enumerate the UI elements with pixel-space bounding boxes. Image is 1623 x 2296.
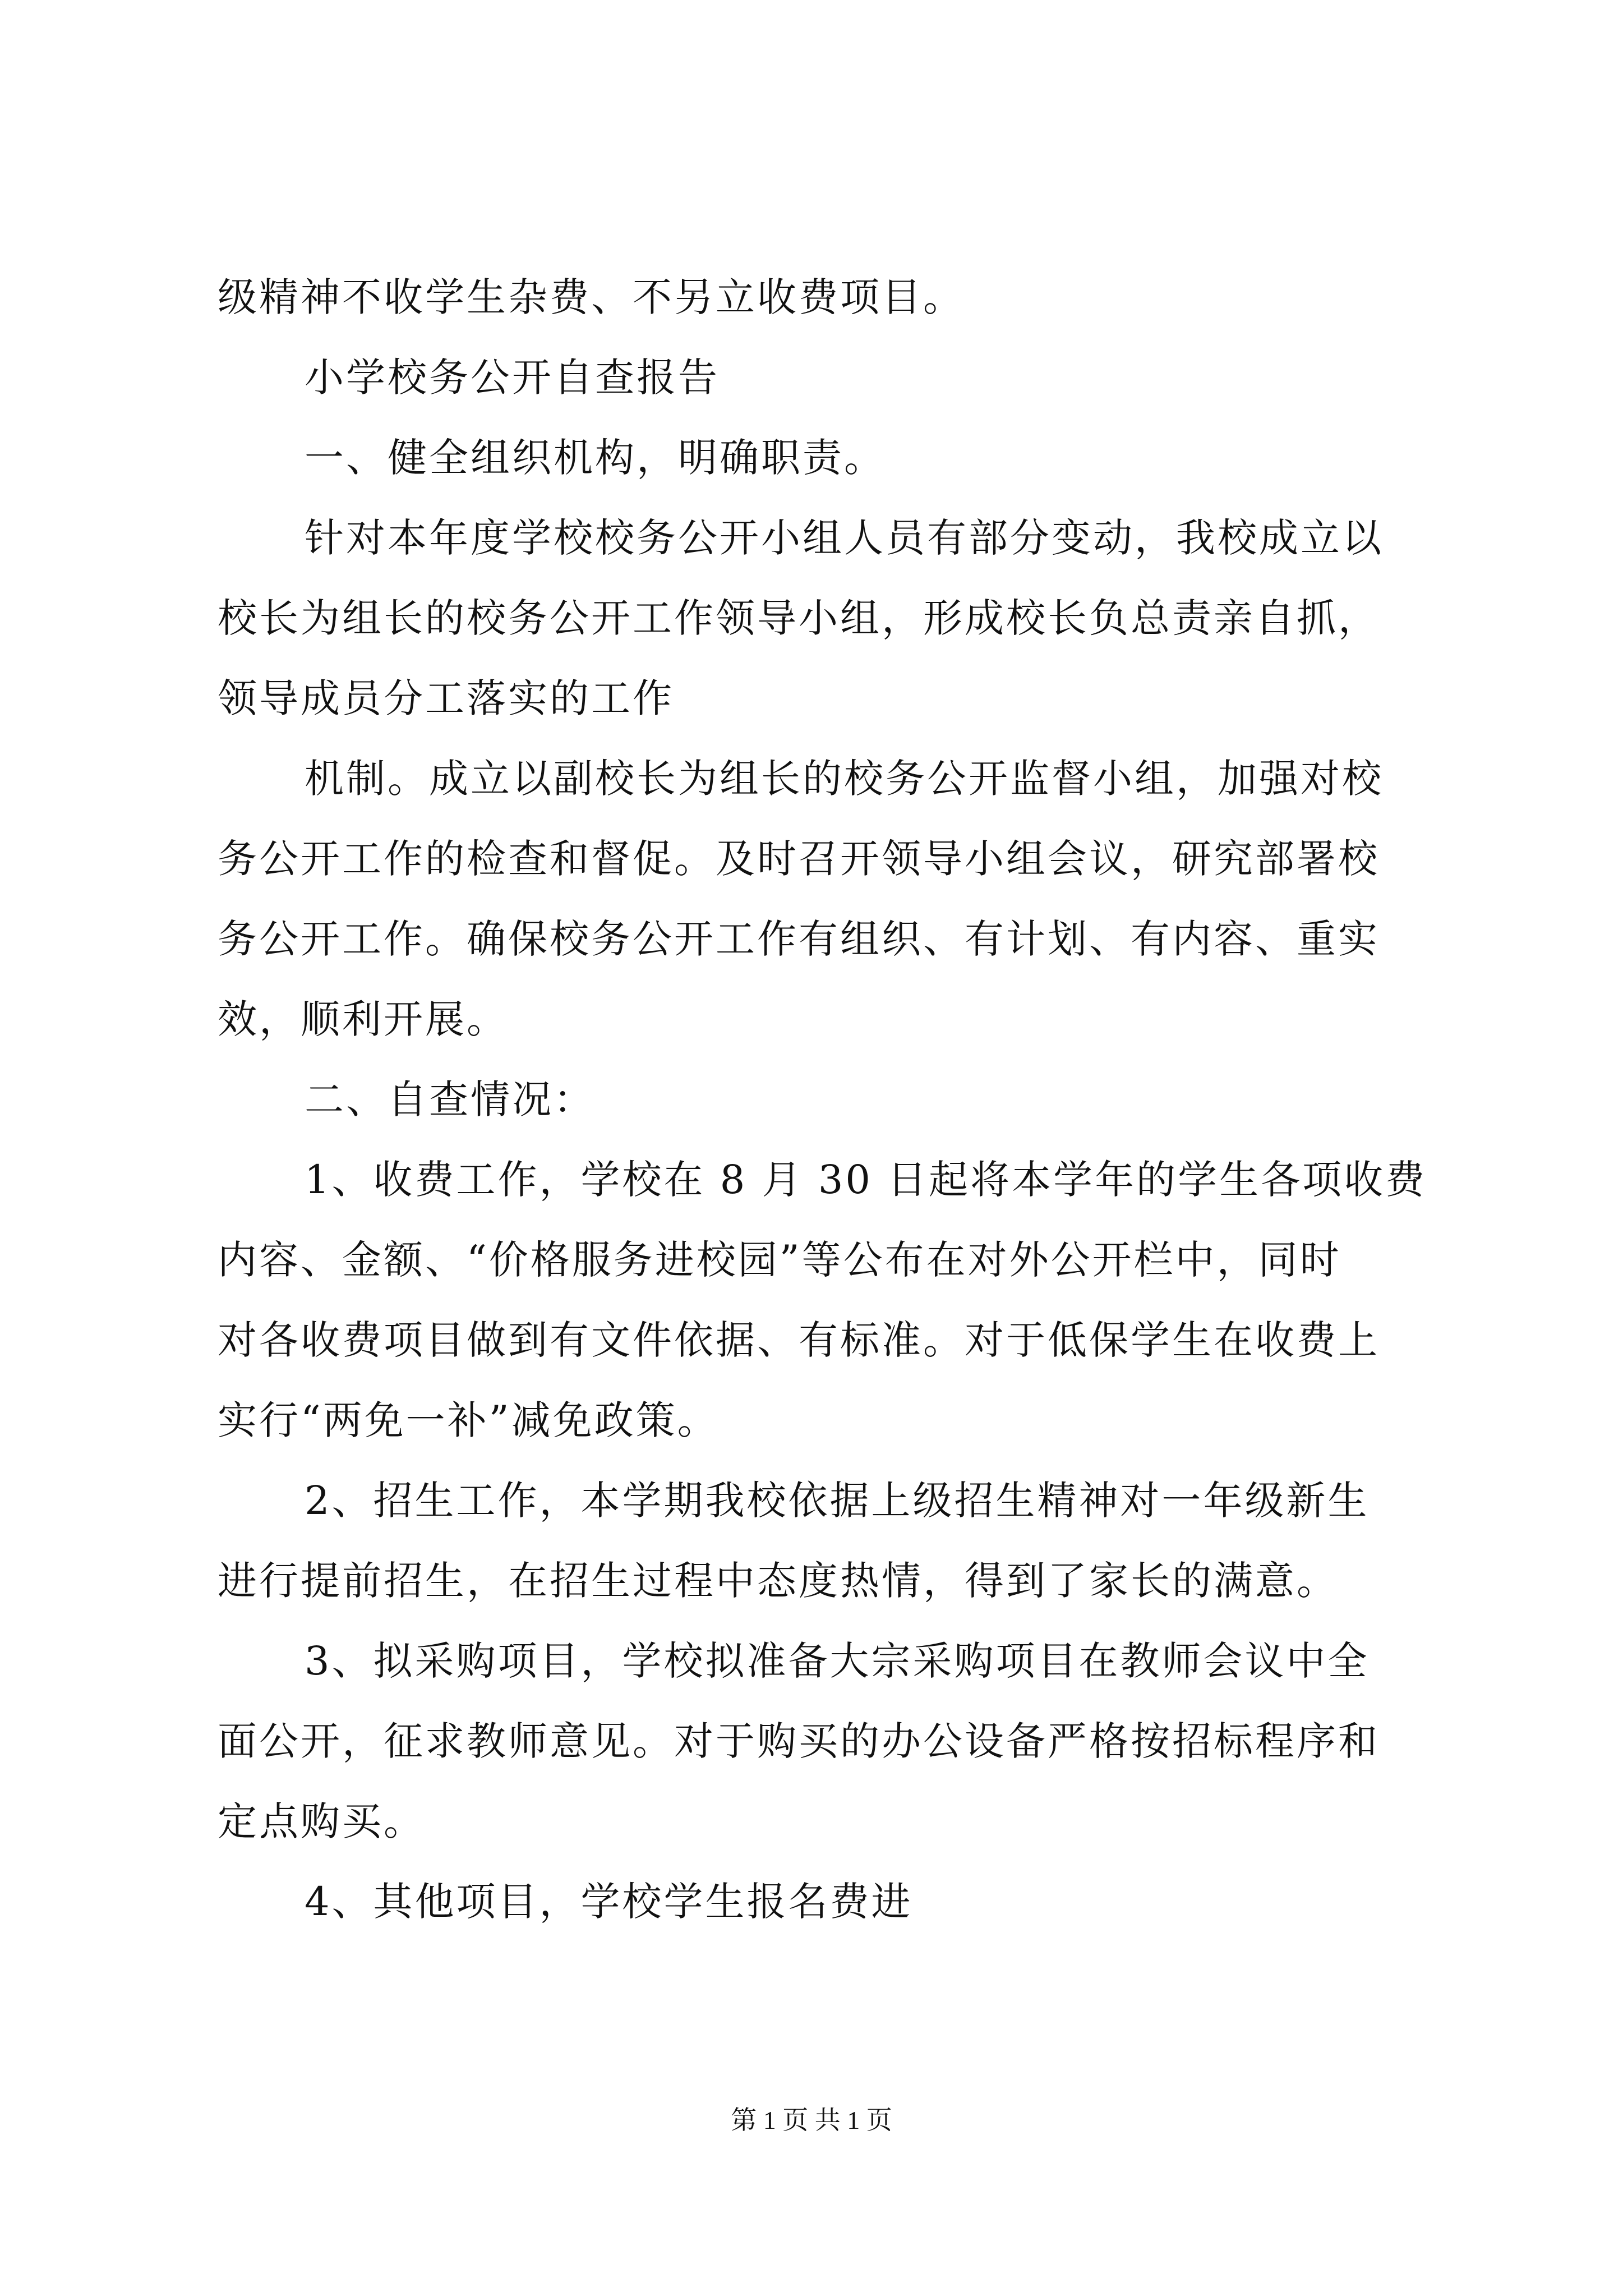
- paragraph-line: 校长为组长的校务公开工作领导小组，形成校长负总责亲自抓，: [218, 595, 1380, 641]
- page-footer: 第 1 页 共 1 页: [731, 2106, 892, 2134]
- paragraph-line: 进行提前招生，在招生过程中态度热情，得到了家长的满意。: [218, 1558, 1338, 1604]
- paragraph-line: 实行“两免一补”减免政策。: [218, 1397, 719, 1443]
- paragraph-line: 务公开工作的检查和督促。及时召开领导小组会议，研究部署校: [218, 836, 1380, 882]
- paragraph-line: 领导成员分工落实的工作: [218, 675, 674, 721]
- section-heading: 一、健全组织机构，明确职责。: [305, 435, 886, 481]
- paragraph-line: 面公开，征求教师意见。对于购买的办公设备严格按招标程序和: [218, 1718, 1380, 1764]
- paragraph-line: 4、其他项目，学校学生报名费进: [305, 1879, 913, 1925]
- section-heading: 二、自查情况：: [305, 1076, 595, 1122]
- paragraph-line: 务公开工作。确保校务公开工作有组织、有计划、有内容、重实: [218, 916, 1380, 962]
- paragraph-line: 定点购买。: [218, 1798, 425, 1844]
- paragraph-line: 机制。成立以副校长为组长的校务公开监督小组，加强对校: [305, 756, 1384, 802]
- paragraph-line: 效，顺利开展。: [218, 996, 508, 1042]
- paragraph-line: 2、招生工作，本学期我校依据上级招生精神对一年级新生: [305, 1478, 1370, 1524]
- paragraph-line: 内容、金额、“价格服务进校园”等公布在对外公开栏中，同时: [218, 1237, 1341, 1283]
- paragraph-line: 级精神不收学生杂费、不另立收费项目。: [218, 274, 965, 320]
- paragraph-line: 3、拟采购项目，学校拟准备大宗采购项目在教师会议中全: [305, 1638, 1370, 1684]
- paragraph-line: 针对本年度学校校务公开小组人员有部分变动，我校成立以: [305, 515, 1384, 561]
- document-title: 小学校务公开自查报告: [305, 355, 720, 401]
- paragraph-line: 1、收费工作，学校在 8 月 30 日起将本学年的学生各项收费: [305, 1157, 1427, 1203]
- paragraph-line: 对各收费项目做到有文件依据、有标准。对于低保学生在收费上: [218, 1317, 1380, 1363]
